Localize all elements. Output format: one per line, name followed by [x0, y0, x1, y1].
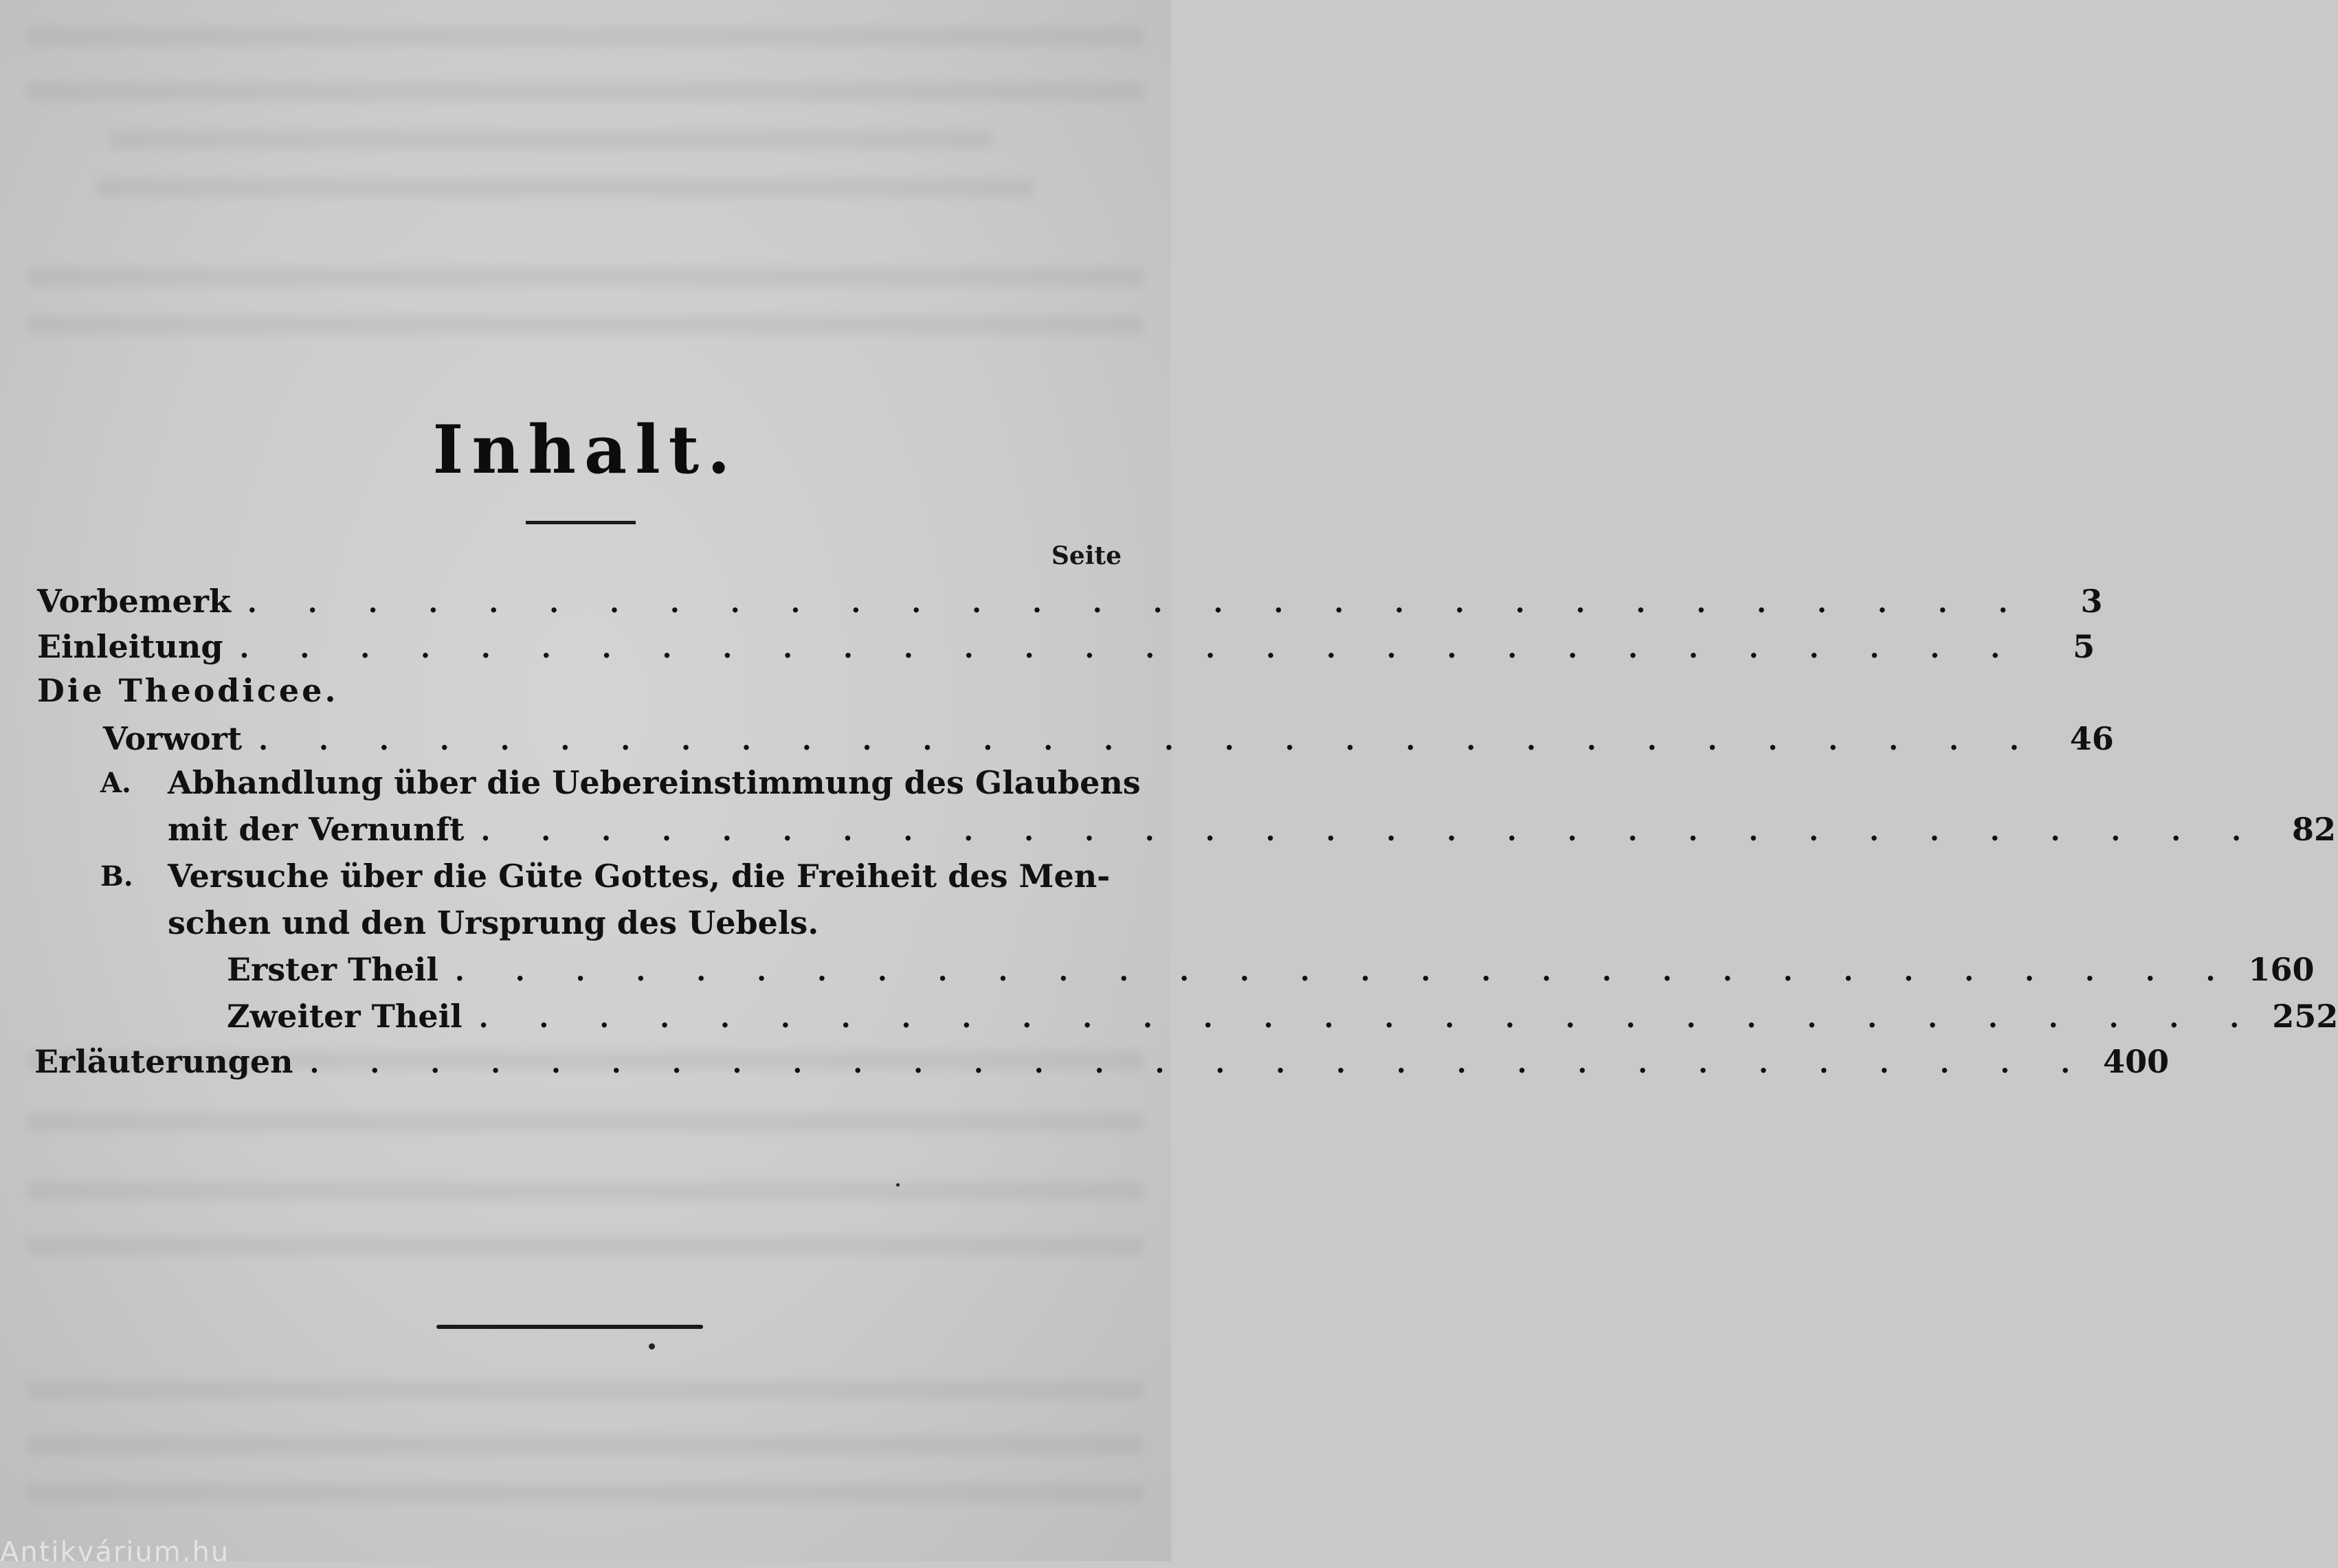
dot-leader: . . . . . . . . . . . . . . . . . . . . . . . . . . . . . .: [309, 1047, 2091, 1079]
title-rule: [526, 521, 636, 524]
toc-entry-b-line1: Versuche über die Güte Gottes, die Freiheit des Men-: [168, 858, 1111, 895]
toc-entry-b-line2: schen und den Ursprung des Uebels.: [168, 904, 819, 941]
dot-leader: . . . . . . . . . . . . . . . . . . . . . . . . . . . . . .: [478, 1002, 2260, 1034]
bleed-through: [27, 316, 1144, 334]
toc-label: mit der Vernunft: [168, 811, 465, 848]
footer-rule: [436, 1325, 703, 1329]
bleed-through: [27, 1381, 1144, 1399]
dot-leader: . . . . . . . . . . . . . . . . . . . . . . . . . . . . . .: [454, 955, 2236, 987]
toc-entry-a-line1: Abhandlung über die Uebereinstimmung des Glaubens: [168, 764, 1141, 801]
toc-page-number: 400: [2103, 1043, 2170, 1080]
toc-page-number: 82: [2292, 811, 2337, 848]
page-title: Inhalt.: [432, 411, 739, 489]
bleed-through: [27, 82, 1144, 100]
toc-label: Einleitung: [37, 628, 223, 665]
bleed-through: [96, 179, 1034, 197]
bleed-through: [27, 1237, 1144, 1255]
toc-letter-b: B.: [100, 860, 133, 893]
toc-entry-zweiter-theil: [227, 998, 2338, 1039]
toc-page-number: 46: [2069, 720, 2114, 757]
toc-label: Zweiter Theil: [227, 998, 463, 1035]
bleed-through: [27, 1484, 1144, 1502]
bleed-through: [27, 1113, 1144, 1131]
toc-entry-einleitung: [37, 628, 2095, 669]
bleed-through: [27, 1436, 1144, 1454]
toc-label: Erläuterungen: [34, 1043, 293, 1080]
paper-speck: [896, 1183, 900, 1187]
toc-page-number: 3: [2080, 583, 2103, 620]
toc-letter-a: A.: [100, 767, 131, 799]
dot-leader: . . . . . . . . . . . . . . . . . . . . . . . . . . . . . .: [247, 587, 2029, 619]
page-column-header: Seite: [1051, 541, 1122, 570]
dot-leader: . . . . . . . . . . . . . . . . . . . . . . . . . . . . . .: [258, 724, 2040, 757]
toc-section-theodicee: Die Theodicee.: [37, 672, 339, 709]
bleed-through: [27, 1182, 1144, 1200]
paper-speck: [649, 1343, 655, 1349]
toc-page-number: 160: [2248, 951, 2315, 988]
toc-entry-erlaeuterungen: [34, 1043, 2170, 1084]
toc-label: Erster Theil: [227, 951, 438, 988]
toc-page-number: 5: [2073, 628, 2095, 665]
toc-entry-vorwort: [103, 720, 2114, 761]
bleed-through: [27, 268, 1144, 286]
toc-entry-erster-theil: [227, 951, 2315, 992]
toc-entry-a-line2: [168, 811, 2337, 852]
toc-label: Vorwort: [103, 720, 243, 757]
toc-entry-vorbemerk: [37, 583, 2103, 624]
toc-label: Vorbemerk: [37, 583, 231, 620]
dot-leader: . . . . . . . . . . . . . . . . . . . . . . . . . . . . . .: [480, 815, 2262, 847]
toc-page-number: 252: [2272, 998, 2338, 1035]
bleed-through: [27, 27, 1144, 45]
watermark: Antikvárium.hu: [0, 1536, 230, 1568]
dot-leader: . . . . . . . . . . . . . . . . . . . . . . . . . . . . . .: [239, 632, 2021, 664]
bleed-through: [110, 131, 992, 148]
